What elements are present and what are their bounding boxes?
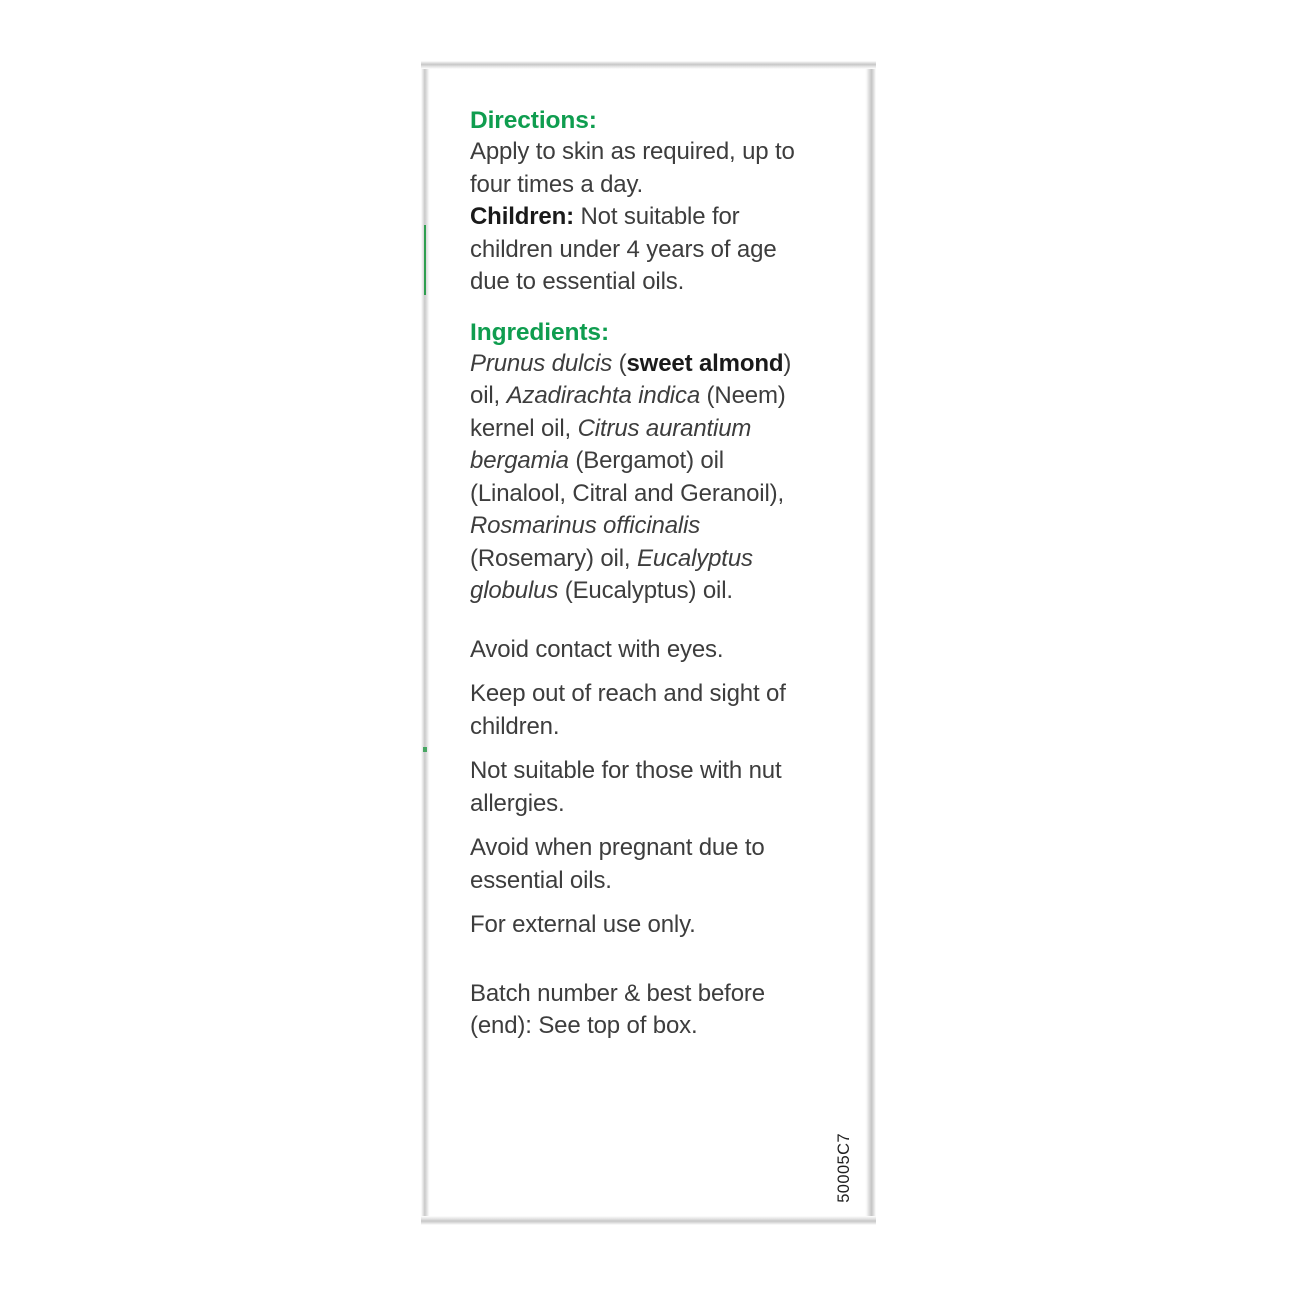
- children-text: Not suitable for children under 4 years of age due to essential oils.: [470, 203, 777, 295]
- warning-line: Not suitable for those with nut allergies.: [470, 757, 782, 817]
- ingredient-segment: (Bergamot) oil (Linalool, Citral and Geranoil),: [470, 447, 785, 507]
- warning-line: Avoid when pregnant due to essential oils.: [470, 834, 765, 894]
- panel-fold-edge-top: [421, 61, 876, 69]
- carton-back-panel: [421, 61, 876, 1225]
- ingredient-segment: (Rosemary) oil,: [470, 544, 637, 572]
- ingredients-heading: Ingredients:: [470, 318, 610, 346]
- panel-content: [470, 105, 822, 1043]
- ingredient-segment: sweet almond: [626, 349, 784, 377]
- ingredient-segment: Citrus aurantium bergamia: [470, 414, 752, 474]
- ingredient-segment: ) oil,: [470, 349, 792, 409]
- batch-number-text: Batch number & best before (end): See top of box.: [470, 979, 765, 1039]
- ingredient-segment: Prunus dulcis: [470, 349, 619, 377]
- directions-section: [470, 105, 822, 299]
- ingredients-list-text: [470, 348, 822, 608]
- ingredient-segment: Eucalyptus globulus: [470, 544, 753, 604]
- ingredient-segment: (Neem) kernel oil,: [470, 382, 786, 442]
- warning-line: Avoid contact with eyes.: [470, 635, 724, 663]
- directions-children-text: [470, 201, 822, 299]
- directions-dosage-text: Apply to skin as required, up to four times a day.: [470, 138, 795, 198]
- ingredient-segment: (: [618, 349, 627, 377]
- warning-line: Keep out of reach and sight of children.: [470, 680, 786, 740]
- warning-line: For external use only.: [470, 911, 696, 938]
- ingredient-segment: (Eucalyptus) oil.: [564, 577, 733, 604]
- ingredient-segment: Rosmarinus officinalis: [470, 512, 701, 539]
- panel-fold-edge-right: [865, 61, 876, 1225]
- children-label: Children:: [470, 203, 574, 230]
- directions-heading: Directions:: [470, 107, 597, 134]
- ingredient-segment: Azadirachta indica: [506, 382, 707, 409]
- warnings-section: [470, 634, 822, 942]
- registration-mark-dot-icon: [423, 747, 427, 752]
- panel-fold-edge-bottom: [421, 1216, 876, 1225]
- ingredients-section: [470, 317, 822, 608]
- print-job-code: 50005C7: [835, 1133, 853, 1203]
- registration-mark-bar-icon: [424, 225, 426, 295]
